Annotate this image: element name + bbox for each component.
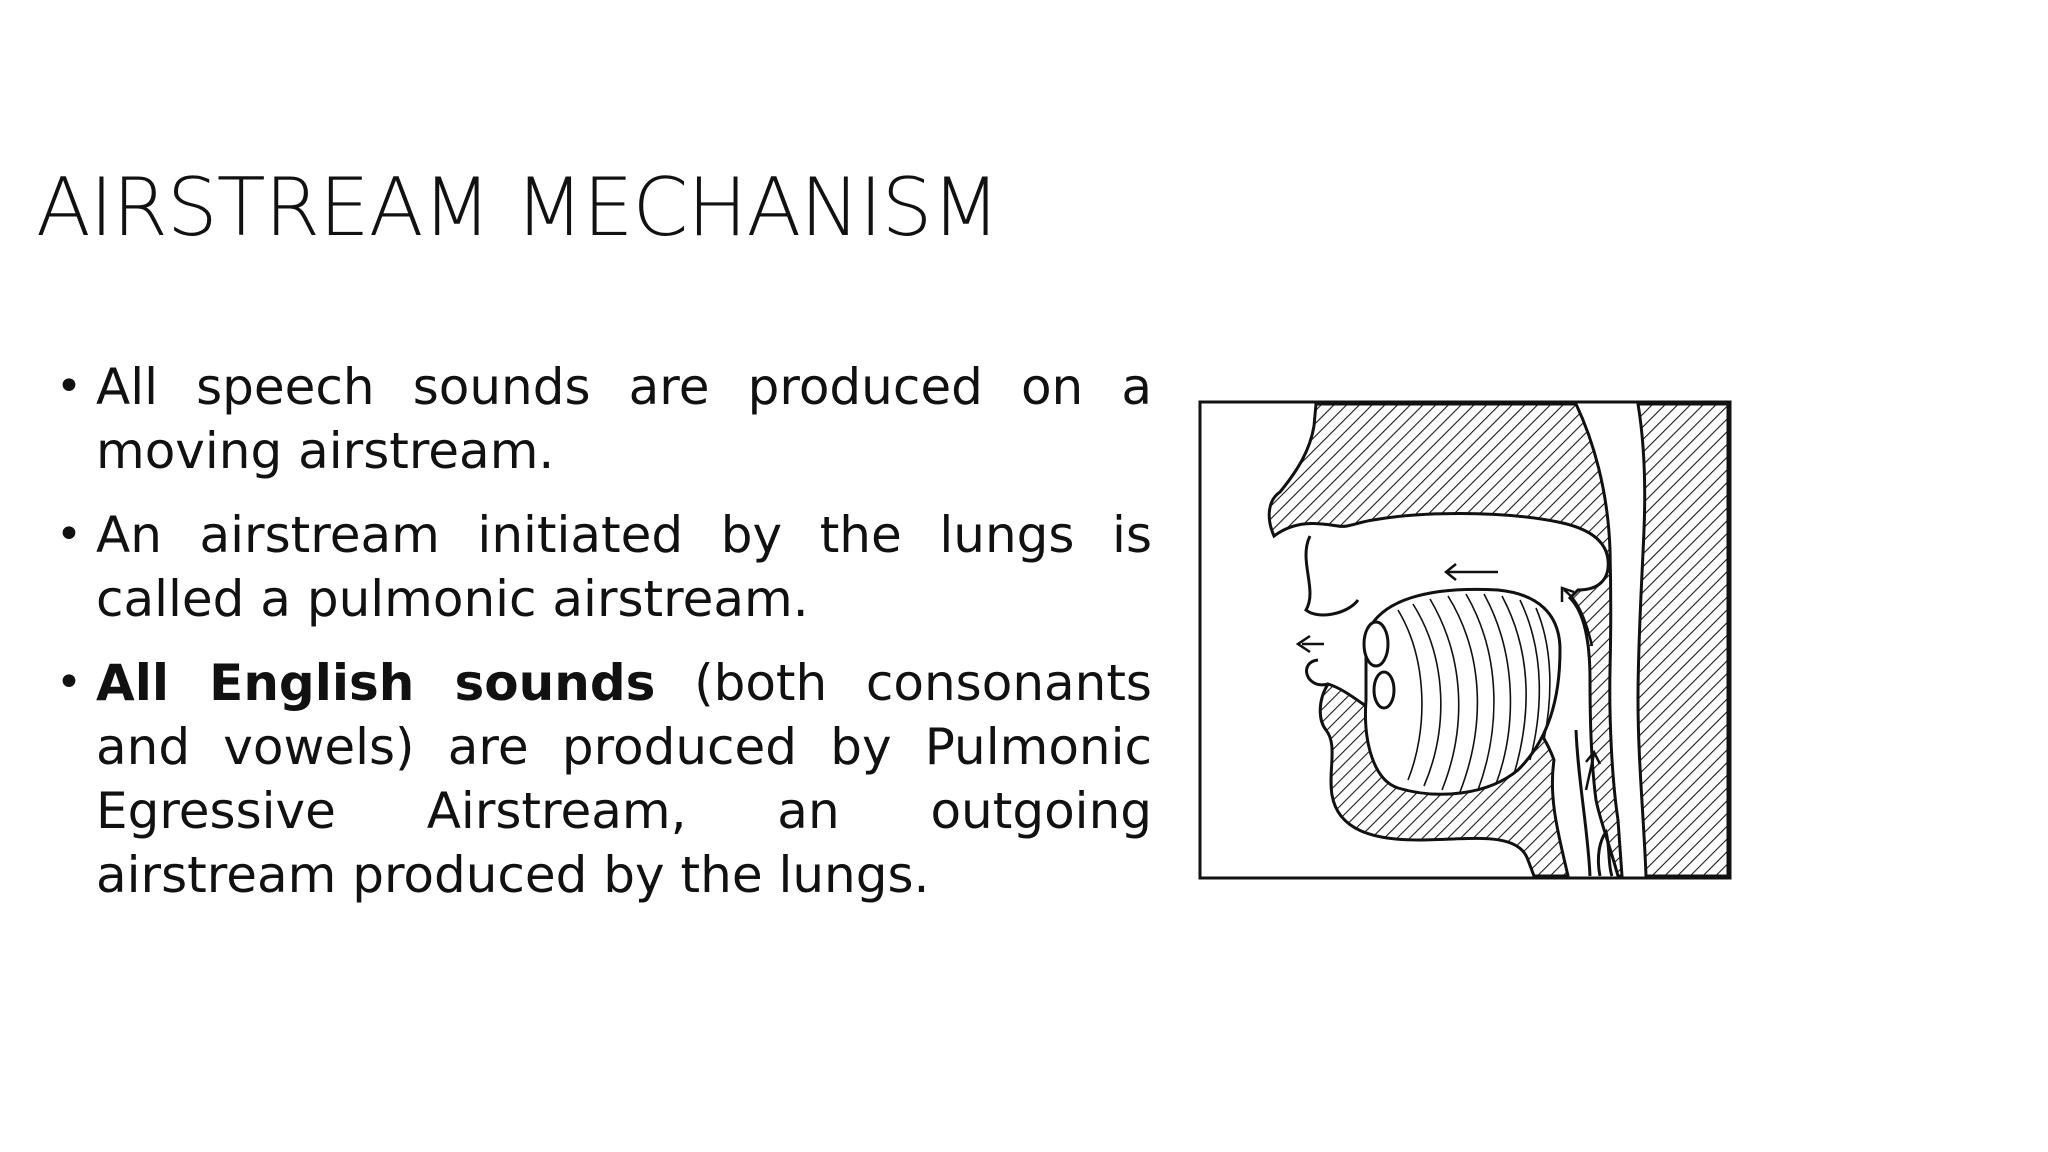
bullet-text: An airstream initiated by the lungs is called a pulmonic airstream. <box>96 506 1152 628</box>
slide-title: AIRSTREAM MECHANISM <box>36 161 1000 254</box>
bullet-item <box>52 651 1152 907</box>
bullet-text: (both consonants and vowels) are produced by Pulmonic Egressive Airstream, an outgoing airstream produced by the lungs. <box>96 654 1152 904</box>
bullet-list <box>52 355 1152 927</box>
bullet-item <box>52 355 1152 483</box>
bullet-dot-icon: • <box>56 509 82 560</box>
bullet-text: All speech sounds are produced on a moving airstream. <box>96 358 1152 480</box>
upper-tooth <box>1364 622 1388 666</box>
vocal-tract-diagram-icon <box>1198 400 1732 884</box>
bullet-item <box>52 503 1152 631</box>
bullet-bold-text: All English sounds <box>96 654 656 712</box>
lower-tooth <box>1374 672 1394 708</box>
back-wall-region <box>1638 404 1728 876</box>
bullet-dot-icon: • <box>56 657 82 708</box>
bullet-dot-icon: • <box>56 361 82 412</box>
